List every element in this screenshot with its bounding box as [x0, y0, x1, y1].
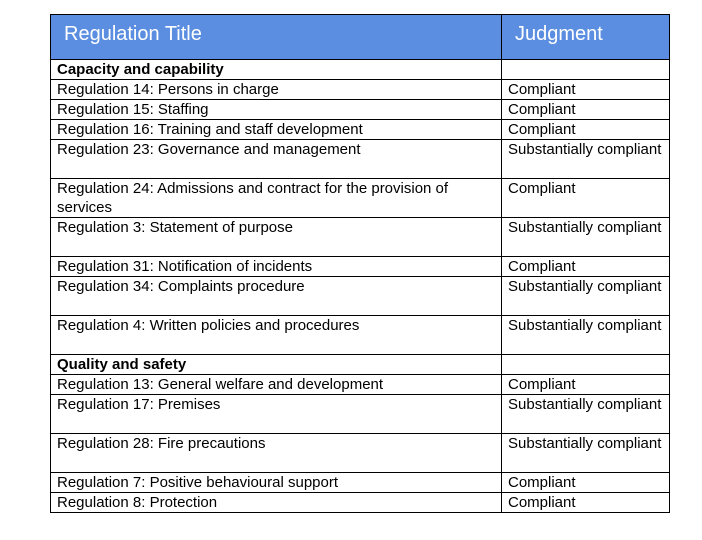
regulation-title-cell: Regulation 13: General welfare and development	[51, 375, 502, 395]
table-row	[51, 395, 670, 434]
regulation-title-cell: Regulation 28: Fire precautions	[51, 434, 502, 473]
judgment-cell: Compliant	[502, 257, 670, 277]
judgment-cell: Compliant	[502, 473, 670, 493]
header-regulation-title: Regulation Title	[51, 15, 502, 60]
table-row	[51, 277, 670, 316]
header-judgment: Judgment	[502, 15, 670, 60]
regulation-title-cell: Regulation 15: Staffing	[51, 100, 502, 120]
table-row	[51, 257, 670, 277]
regulation-title-cell: Regulation 31: Notification of incidents	[51, 257, 502, 277]
judgment-cell: Compliant	[502, 375, 670, 395]
judgment-cell: Compliant	[502, 80, 670, 100]
section-judgment-empty	[502, 60, 670, 80]
table-row	[51, 140, 670, 179]
judgment-cell: Compliant	[502, 179, 670, 218]
judgment-cell: Substantially compliant	[502, 277, 670, 316]
regulation-title-cell: Regulation 4: Written policies and procedures	[51, 316, 502, 355]
judgment-cell: Substantially compliant	[502, 218, 670, 257]
table-row	[51, 375, 670, 395]
section-heading: Quality and safety	[51, 355, 502, 375]
regulation-title-cell: Regulation 17: Premises	[51, 395, 502, 434]
table-row	[51, 473, 670, 493]
judgment-cell: Substantially compliant	[502, 316, 670, 355]
table-row	[51, 218, 670, 257]
table-row	[51, 80, 670, 100]
section-judgment-empty	[502, 355, 670, 375]
regulation-title-cell: Regulation 34: Complaints procedure	[51, 277, 502, 316]
regulation-title-cell: Regulation 14: Persons in charge	[51, 80, 502, 100]
table-body	[51, 60, 670, 513]
regulation-title-cell: Regulation 8: Protection	[51, 493, 502, 513]
judgment-cell: Compliant	[502, 120, 670, 140]
section-heading: Capacity and capability	[51, 60, 502, 80]
table-row	[51, 434, 670, 473]
regulation-title-cell: Regulation 7: Positive behavioural support	[51, 473, 502, 493]
table-header-row	[51, 15, 670, 60]
section-row	[51, 355, 670, 375]
judgment-cell: Compliant	[502, 493, 670, 513]
regulation-title-cell: Regulation 3: Statement of purpose	[51, 218, 502, 257]
judgment-cell: Substantially compliant	[502, 395, 670, 434]
table-row	[51, 493, 670, 513]
table-row	[51, 179, 670, 218]
judgment-cell: Substantially compliant	[502, 140, 670, 179]
regulation-title-cell: Regulation 24: Admissions and contract for the provision of services	[51, 179, 502, 218]
regulation-title-cell: Regulation 23: Governance and management	[51, 140, 502, 179]
regulation-title-cell: Regulation 16: Training and staff development	[51, 120, 502, 140]
section-row	[51, 60, 670, 80]
table-row	[51, 100, 670, 120]
judgment-cell: Substantially compliant	[502, 434, 670, 473]
table-row	[51, 120, 670, 140]
judgment-cell: Compliant	[502, 100, 670, 120]
table-row	[51, 316, 670, 355]
regulation-judgment-table	[50, 14, 670, 513]
